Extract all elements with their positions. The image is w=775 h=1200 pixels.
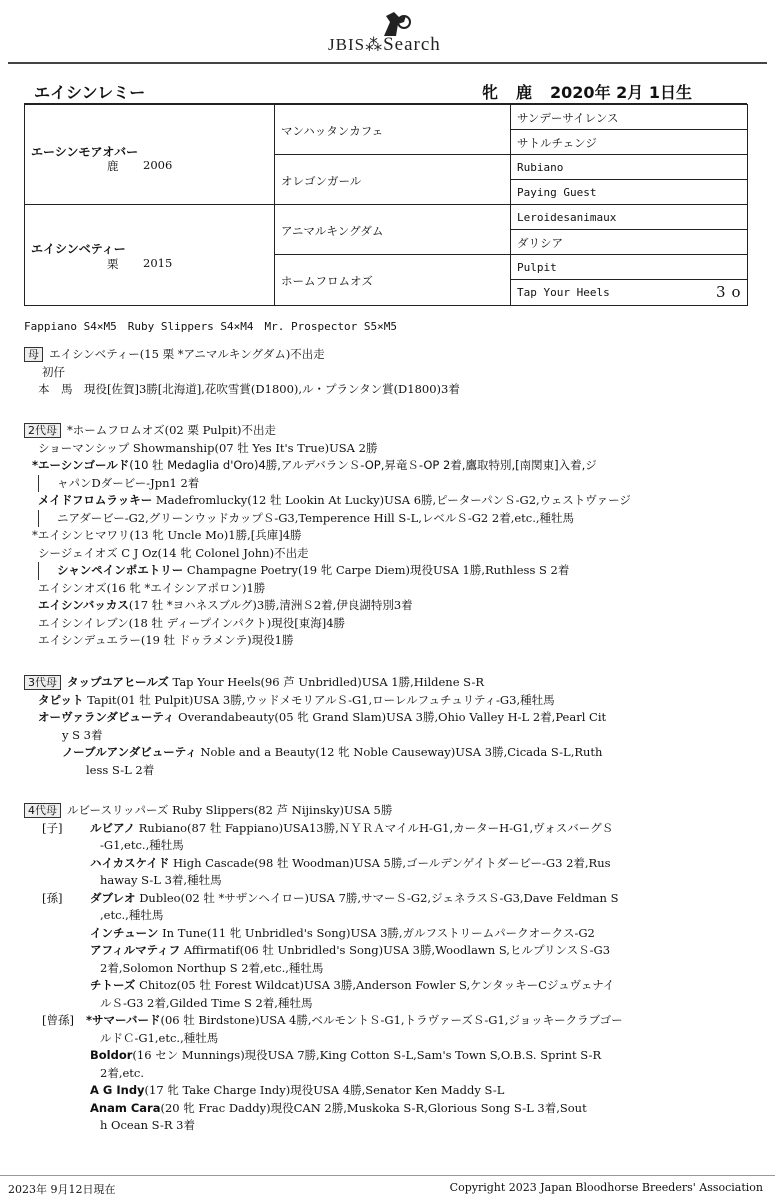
inbreeding-line: Fappiano S4×M5 Ruby Slippers S4×M4 Mr. Prospector S5×M5	[24, 320, 397, 333]
pedigree-sds: Rubiano	[511, 155, 747, 180]
second-dam-section: 2代母 *ホームフロムオズ(02 栗 Pulpit)不出走 ショーマンシップ Showmanship(07 牡 Yes It's True)USA 2勝 *エーシンゴールド(10 牡 Medaglia d'Oro)4勝,アルデバランＳ-OP,昇竜Ｓ-OP 2着,鷹取特別,[南関東]入着,ジ ャパンDダービー-Jpn1 2着 メイドフロムラッキー Madefromlucky(12 牡 Lookin At Lucky)USA 6勝,ピーターパンＳ-G2,ウェストヴァージ ニアダービー-G2,グリーンウッドカップＳ-G3,Temperence Hill S-L,レベルＳ-G2 2着,etc.,種牡馬 *エイシンヒマワリ(13 牝 Uncle Mo)1勝,[兵庫]4勝 シージェイオズ C J Oz(14 牝 Colonel John)不出走 シャンペインポエトリー Champagne Poetry(19 牝 Carpe Diem)現役USA 1勝,Ruthless S 2着 エイシンオズ(16 牝 *エイシンアポロン)1勝 エイシンバッカス(17 牡 *ヨハネスブルグ)3勝,清洲Ｓ2着,伊良湖特別3着 エイシンイレブン(18 牡 ディープインパクト)現役[東海]4勝 エイシンデュエラー(19 牡 ドゥラメンテ)現役1勝	[24, 422, 747, 650]
third-dam-section: 3代母 タップユアヒールズ Tap Your Heels(96 芦 Unbridled)USA 1勝,Hildene S-R タピット Tapit(01 牡 Pulpit)USA 3勝,ウッドメモリアルＳ-G1,ローレルフュチュリティ-G3,種牡馬 オーヴァランダビューティ Overandabeauty(05 牝 Grand Slam)USA 3勝,Ohio Valley H-L 2着,Pearl Cit y S 3着 ノーブルアンダビューティ Noble and a Beauty(12 牝 Noble Causeway)USA 3勝,Cicada S-L,Ruth less S-L 2着	[24, 674, 747, 779]
jbis-logo[interactable]	[328, 8, 458, 53]
pedigree-dd: ホームフロムオズ	[275, 255, 511, 305]
pedigree-ds: アニマルキングダム	[275, 205, 511, 255]
pedigree-sdd: Paying Guest	[511, 180, 747, 205]
pedigree-table	[24, 104, 748, 306]
footer-divider	[0, 1175, 775, 1176]
pedigree-sd: オレゴンガール	[275, 155, 511, 205]
logo-wordmark: JBIS⁂Search	[328, 34, 441, 55]
footer-copyright: Copyright 2023 Japan Bloodhorse Breeders' Association	[449, 1181, 763, 1194]
horse-info: 牝 鹿 2020年 2月 1日生	[482, 83, 692, 102]
third-dam-label: 3代母	[24, 675, 61, 690]
horse-header	[34, 78, 745, 104]
pedigree-dsd: ダリシア	[511, 230, 747, 255]
horse-name: エイシンレミー	[34, 83, 146, 102]
dam-section: 母 エイシンベティー(15 栗 *アニマルキングダム)不出走 初仔 本 馬 現役[佐賀]3勝[北海道],花吹雪賞(D1800),ル・プランタン賞(D1800)3着	[24, 346, 747, 399]
second-dam-label: 2代母	[24, 423, 61, 438]
pedigree-sire: エーシンモアオバー 鹿 2006	[25, 105, 275, 205]
pedigree-sss: サンデーサイレンス	[511, 105, 747, 130]
fourth-dam-label: 4代母	[24, 803, 61, 818]
pedigree-dss: Leroidesanimaux	[511, 205, 747, 230]
pedigree-ss: マンハッタンカフェ	[275, 105, 511, 155]
pedigree-dam: エイシンベティー 栗 2015	[25, 205, 275, 305]
fourth-dam-section: 4代母 ルビースリッパーズ Ruby Slippers(82 芦 Nijinsky)USA 5勝 [子] ルビアノ Rubiano(87 牡 Fappiano)USA13勝,ＮＹＲＡマイルH-G1,カーターH-G1,ヴォスバーグＳ -G1,etc.,種牡馬 ハイカスケイド High Cascade(98 牡 Woodman)USA 5勝,ゴールデンゲイトダービー-G3 2着,Rus haway S-L 3着,種牡馬 [孫] ダブレオ Dubleo(02 牡 *サザンヘイロー)USA 7勝,サマーＳ-G2,ジェネラスＳ-G3,Dave Feldman S ,etc.,種牡馬 インチューン In Tune(11 牝 Unbridled's Song)USA 3勝,ガルフストリームパークオークス-G2 アフィルマティフ Affirmatif(06 牡 Unbridled's Song)USA 3勝,Woodlawn S,ヒルプリンスＳ-G3 2着,Solomon Northup S 2着,etc.,種牡馬 チトーズ Chitoz(05 牡 Forest Wildcat)USA 3勝,Anderson Fowler S,ケンタッキーCジュヴェナイ ルＳ-G3 2着,Gilded Time S 2着,種牡馬 [曾孫] *サマーバード(06 牡 Birdstone)USA 4勝,ベルモントＳ-G1,トラヴァーズＳ-G1,ジョッキークラブゴー ルドＣ-G1,etc.,種牡馬 Boldor(16 セン Munnings)現役USA 7勝,King Cotton S-L,Sam's Town S,O.B.S. Sprint S-R 2着,etc. A G Indy(17 牝 Take Charge Indy)現役USA 4勝,Senator Ken Maddy S-L Anam Cara(20 牝 Frac Daddy)現役CAN 2勝,Muskoka S-R,Glorious Song S-L 3着,Sout h Ocean S-R 3着	[24, 802, 747, 1135]
pedigree-ssd: サトルチェンジ	[511, 130, 747, 155]
pedigree-ddd: Tap Your Heels 3o	[517, 283, 747, 301]
pedigree-dds: Pulpit	[511, 255, 747, 280]
dam-label: 母	[24, 347, 43, 362]
pedigree-family-number: 3o	[716, 283, 747, 301]
footer-date: 2023年 9月12日現在	[8, 1183, 116, 1196]
